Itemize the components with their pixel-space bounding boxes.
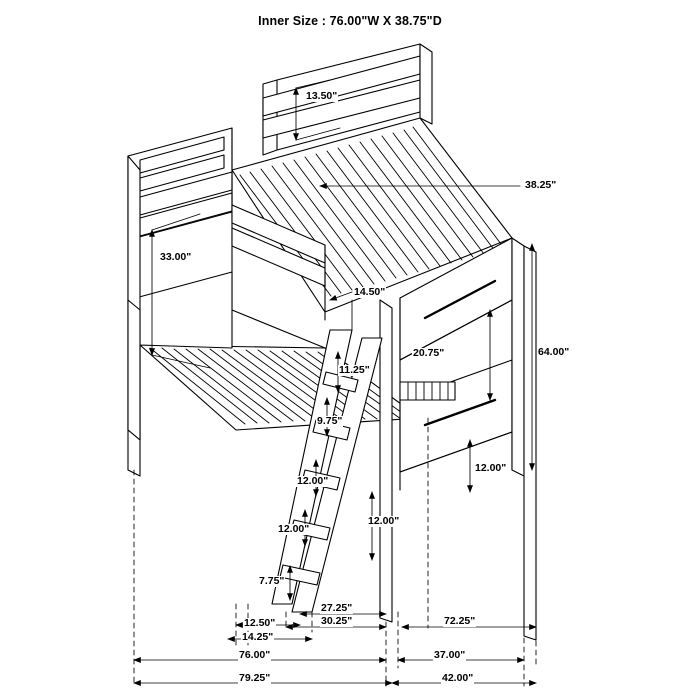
dimension-label-bed-width-side: 37.00" bbox=[434, 649, 466, 661]
dimension-label-ladder-rung-spacing-3: 12.00" bbox=[297, 475, 329, 487]
dimension-label-ladder-foot-width-2: 14.25" bbox=[242, 631, 274, 643]
dimension-label-ladder-rung-spacing-4: 12.00" bbox=[278, 523, 310, 535]
dimension-label-ladder-foot-width-1: 12.50" bbox=[244, 617, 276, 629]
dimension-label-ladder-base-height: 12.00" bbox=[368, 515, 400, 527]
page-title: Inner Size : 76.00"W X 38.75"D bbox=[258, 14, 442, 28]
dimension-label-rail-opening: 14.50" bbox=[354, 286, 386, 298]
dimension-label-upper-deck-height: 33.00" bbox=[160, 251, 192, 263]
dimension-label-bed-length: 76.00" bbox=[239, 649, 271, 661]
dimension-label-ladder-rung-spacing-2: 9.75" bbox=[317, 415, 343, 427]
dimension-label-bed-depth-side: 72.25" bbox=[444, 615, 476, 627]
dimension-label-under-upper-clearance: 20.75" bbox=[413, 347, 445, 359]
dimension-label-overall-height: 64.00" bbox=[538, 346, 570, 358]
dimension-label-lower-deck-height: 12.00" bbox=[475, 462, 507, 474]
dimension-label-ladder-rung-spacing-1: 11.25" bbox=[339, 364, 370, 376]
dimension-label-guard-rail-height: 13.50" bbox=[306, 90, 338, 102]
dimension-label-upper-bunk-to-floor-side: 38.25" bbox=[525, 179, 557, 191]
dimension-label-ladder-span: 30.25" bbox=[321, 615, 353, 627]
dimension-label-overall-width: 42.00" bbox=[442, 672, 474, 684]
dimension-label-ladder-bottom-rung: 7.75" bbox=[259, 575, 285, 587]
dimension-label-overall-length: 79.25" bbox=[239, 672, 271, 684]
dimension-label-ladder-foot-offset: 27.25" bbox=[321, 602, 353, 614]
